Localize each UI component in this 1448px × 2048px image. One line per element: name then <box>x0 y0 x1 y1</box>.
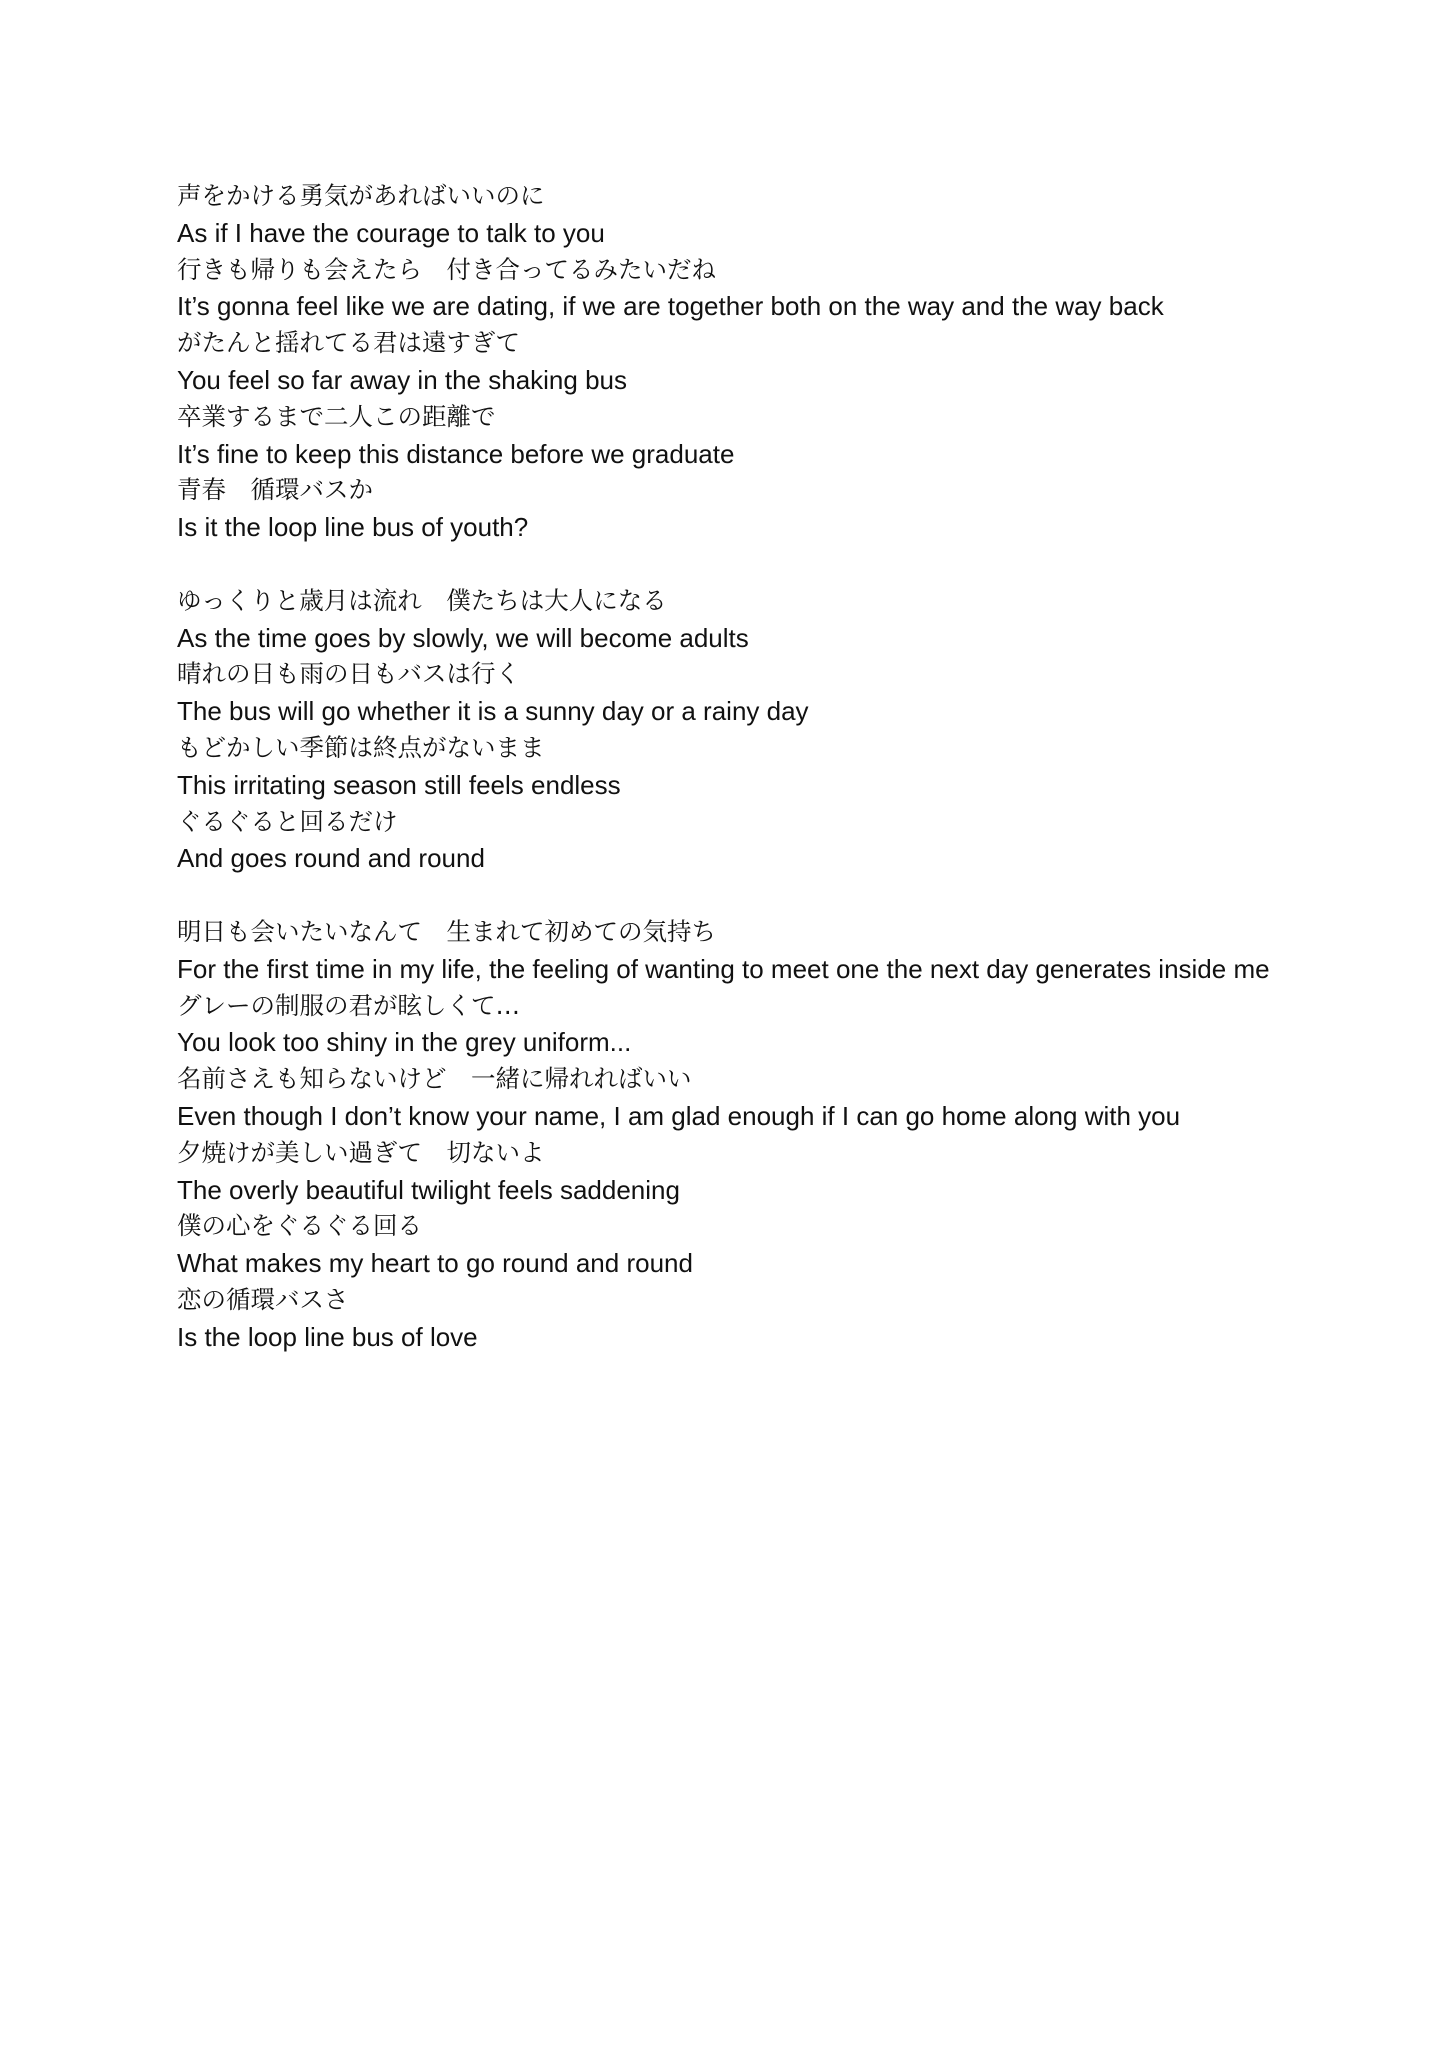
lyric-line-japanese: 声をかける勇気があればいいのに <box>177 181 545 210</box>
lyric-line-english: The overly beautiful twilight feels saddening <box>177 1174 680 1205</box>
lyric-line-japanese: 卒業するまで二人この距離で <box>177 401 496 431</box>
lyric-line-japanese: 晴れの日も雨の日もバスは行く <box>177 659 520 689</box>
lyric-line-english: You look too shiny in the grey uniform... <box>177 1027 632 1058</box>
lyric-line-english: The bus will go whether it is a sunny day or a rainy day <box>177 696 809 727</box>
lyric-line-english: As the time goes by slowly, we will become adults <box>177 622 749 653</box>
lyric-line-japanese: 僕の心をぐるぐる回る <box>177 1211 422 1241</box>
lyric-line-japanese: がたんと揺れてる君は遠すぎて <box>177 328 520 358</box>
lyric-line-english: Is the loop line bus of love <box>177 1321 478 1352</box>
lyric-line-english: And goes round and round <box>177 843 485 874</box>
lyric-line-english: Is it the loop line bus of youth? <box>177 512 529 543</box>
lyrics-body <box>177 178 1287 1392</box>
lyric-line-english: You feel so far away in the shaking bus <box>177 364 627 395</box>
lyric-line-japanese: ゆっくりと歳月は流れ 僕たちは大人になる <box>177 585 667 615</box>
lyric-line-english: It’s fine to keep this distance before we graduate <box>177 438 735 469</box>
lyric-line-japanese: 明日も会いたいなんて 生まれて初めての気持ち <box>177 916 716 946</box>
lyric-line-japanese: 青春 循環バスか <box>177 475 373 505</box>
stanza-2 <box>177 583 1287 877</box>
lyric-line-japanese: 恋の循環バスさ <box>177 1284 349 1314</box>
lyric-line-english: For the first time in my life, the feeling of wanting to meet one the next day generates inside me <box>177 953 1270 984</box>
lyric-line-english: It’s gonna feel like we are dating, if we are together both on the way and the way back <box>177 291 1164 322</box>
lyric-line-japanese: ぐるぐると回るだけ <box>177 806 398 836</box>
lyric-line-english: Even though I don’t know your name, I am glad enough if I can go home along with you <box>177 1100 1181 1131</box>
lyric-line-japanese: グレーの制服の君が眩しくて… <box>177 990 520 1020</box>
lyric-line-japanese: もどかしい季節は終点がないまま <box>177 732 545 762</box>
lyric-line-english: As if I have the courage to talk to you <box>177 217 605 248</box>
lyric-line-japanese: 夕焼けが美しい過ぎて 切ないよ <box>177 1137 545 1167</box>
stanza-3 <box>177 914 1287 1356</box>
stanza-1 <box>177 178 1287 546</box>
lyric-line-japanese: 行きも帰りも会えたら 付き合ってるみたいだね <box>177 254 716 284</box>
lyric-line-english: What makes my heart to go round and round <box>177 1248 693 1279</box>
lyric-line-japanese: 名前さえも知らないけど 一緒に帰れればいい <box>177 1064 692 1094</box>
lyric-line-english: This irritating season still feels endless <box>177 769 621 800</box>
